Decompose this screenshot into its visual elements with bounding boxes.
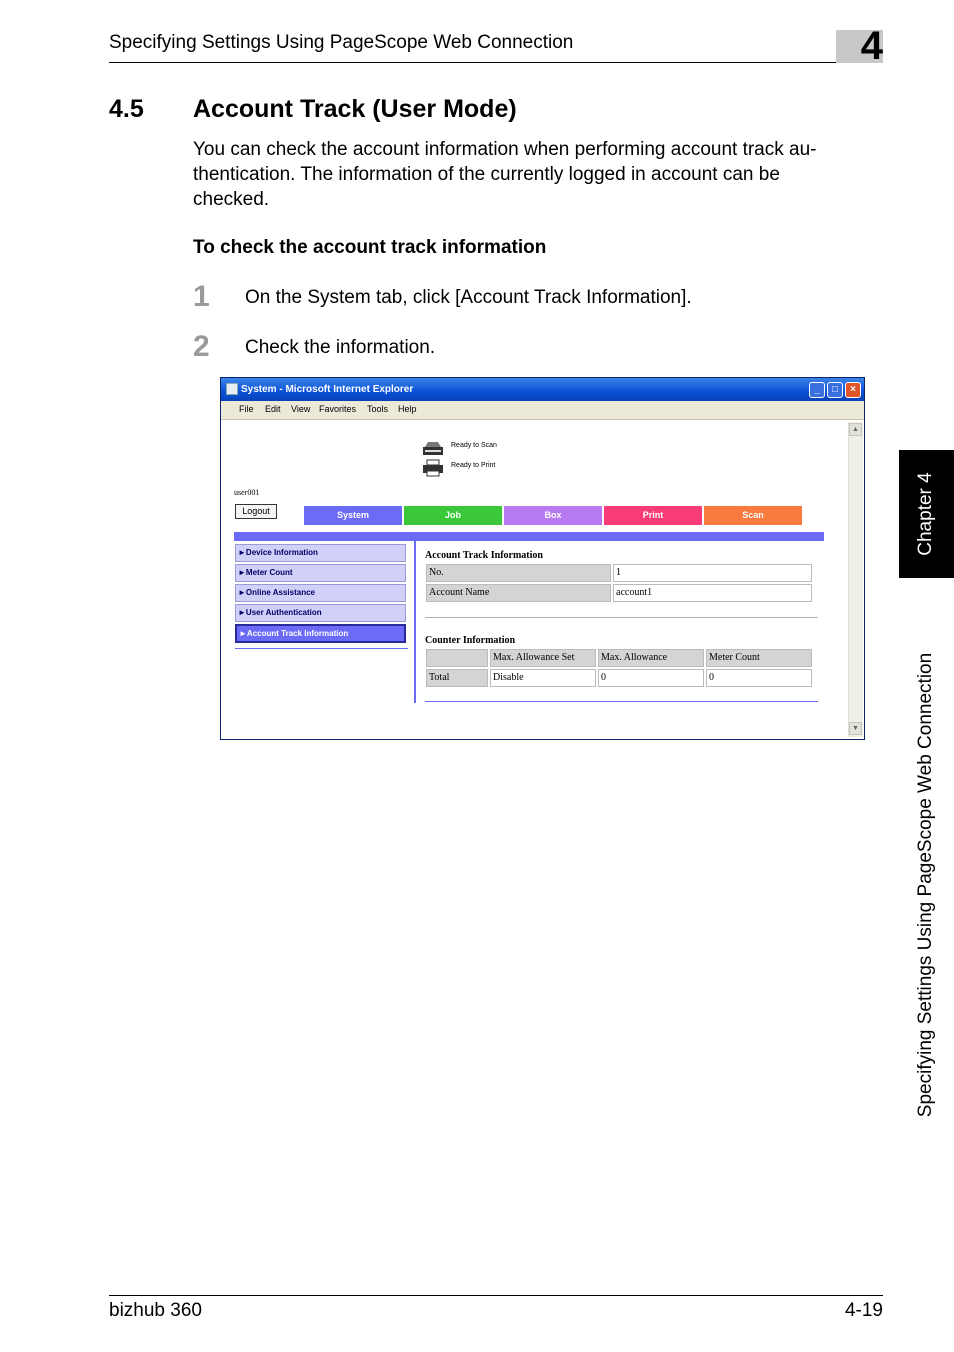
menu-link-device-information[interactable]: ►Device Information <box>235 544 406 562</box>
menu-tools[interactable]: Tools <box>367 404 389 414</box>
menu-link-online-assistance[interactable]: ►Online Assistance <box>235 584 406 602</box>
printer-icon <box>422 459 444 477</box>
counter-row-label: Total <box>426 669 488 687</box>
step-number: 2 <box>193 330 210 363</box>
vertical-scrollbar[interactable] <box>848 422 863 737</box>
intro-line: thentication. The information of the currently logged in account can be <box>193 164 780 185</box>
counter-meter-count: 0 <box>706 669 812 687</box>
footer-page-number: 4-19 <box>844 1300 883 1321</box>
scanner-icon <box>422 441 444 457</box>
section-rule <box>425 701 818 702</box>
counter-section-title: Counter Information <box>425 635 516 646</box>
tab-job[interactable]: Job <box>404 506 502 525</box>
account-no-label: No. <box>426 564 611 582</box>
menu-link-account-track-information[interactable]: ►Account Track Information <box>235 624 406 643</box>
step-text: Check the information. <box>245 337 436 358</box>
close-icon[interactable]: × <box>845 382 861 398</box>
header-rule <box>109 62 883 63</box>
maximize-icon[interactable]: □ <box>827 382 843 398</box>
scroll-up-icon[interactable]: ▲ <box>849 423 862 436</box>
tab-box[interactable]: Box <box>504 506 602 525</box>
account-section-title: Account Track Information <box>425 550 543 561</box>
ie-page-icon <box>226 383 238 395</box>
menu-link-label: Account Track Information <box>246 629 349 638</box>
browser-content <box>225 422 848 737</box>
menu-favorites[interactable]: Favorites <box>319 404 357 414</box>
step-text: On the System tab, click [Account Track Information]. <box>245 287 692 308</box>
counter-max-allowance: 0 <box>598 669 704 687</box>
footer-product: bizhub 360 <box>109 1300 202 1321</box>
intro-paragraph <box>193 137 883 212</box>
logout-button[interactable]: Logout <box>235 504 277 519</box>
browser-title: System - Microsoft Internet Explorer <box>241 384 414 395</box>
running-header: Specifying Settings Using PageScope Web Connection <box>109 32 574 53</box>
side-section-text: Specifying Settings Using PageScope Web Connection <box>915 652 936 1118</box>
menu-link-meter-count[interactable]: ►Meter Count <box>235 564 406 582</box>
account-name-label: Account Name <box>426 584 611 602</box>
user-name: user001 <box>234 488 260 497</box>
menu-view[interactable]: View <box>291 404 311 414</box>
tab-underline-band <box>234 532 824 541</box>
browser-titlebar <box>221 378 864 401</box>
content-divider <box>414 541 416 703</box>
tab-scan[interactable]: Scan <box>704 506 802 525</box>
side-chapter-text: Chapter 4 <box>915 472 936 556</box>
menu-help[interactable]: Help <box>398 404 417 414</box>
procedure-heading: To check the account track information <box>193 237 547 258</box>
side-chapter-label <box>899 450 954 578</box>
menu-link-label: Online Assistance <box>245 588 315 597</box>
status-print: Ready to Print <box>451 462 496 469</box>
browser-menubar <box>221 401 864 420</box>
step-number: 1 <box>193 280 210 313</box>
intro-line: checked. <box>193 189 270 210</box>
menu-edit[interactable]: Edit <box>265 404 281 414</box>
status-scan: Ready to Scan <box>451 442 497 449</box>
counter-header-blank <box>426 649 488 667</box>
menu-file[interactable]: File <box>239 404 254 414</box>
section-rule <box>425 617 818 618</box>
menu-link-label: User Authentication <box>245 608 322 617</box>
tab-print[interactable]: Print <box>604 506 702 525</box>
side-section-label <box>899 600 954 1170</box>
browser-screenshot <box>220 377 865 740</box>
menu-link-user-authentication[interactable]: ►User Authentication <box>235 604 406 622</box>
counter-max-allowance-set: Disable <box>490 669 596 687</box>
menu-underline <box>235 648 408 649</box>
section-title: Account Track (User Mode) <box>193 95 517 123</box>
chapter-number: 4 <box>860 24 883 68</box>
footer-rule <box>109 1295 883 1296</box>
menu-link-label: Meter Count <box>245 568 293 577</box>
counter-header-max-allowance: Max. Allowance <box>598 649 704 667</box>
minimize-icon[interactable]: _ <box>809 382 825 398</box>
intro-line: You can check the account information when performing account track au- <box>193 139 817 160</box>
scroll-down-icon[interactable]: ▼ <box>849 722 862 735</box>
account-name-value: account1 <box>613 584 812 602</box>
section-number: 4.5 <box>109 95 144 123</box>
account-no-value: 1 <box>613 564 812 582</box>
counter-header-meter-count: Meter Count <box>706 649 812 667</box>
menu-link-label: Device Information <box>245 548 318 557</box>
counter-header-max-allowance-set: Max. Allowance Set <box>490 649 596 667</box>
tab-system[interactable]: System <box>304 506 402 525</box>
